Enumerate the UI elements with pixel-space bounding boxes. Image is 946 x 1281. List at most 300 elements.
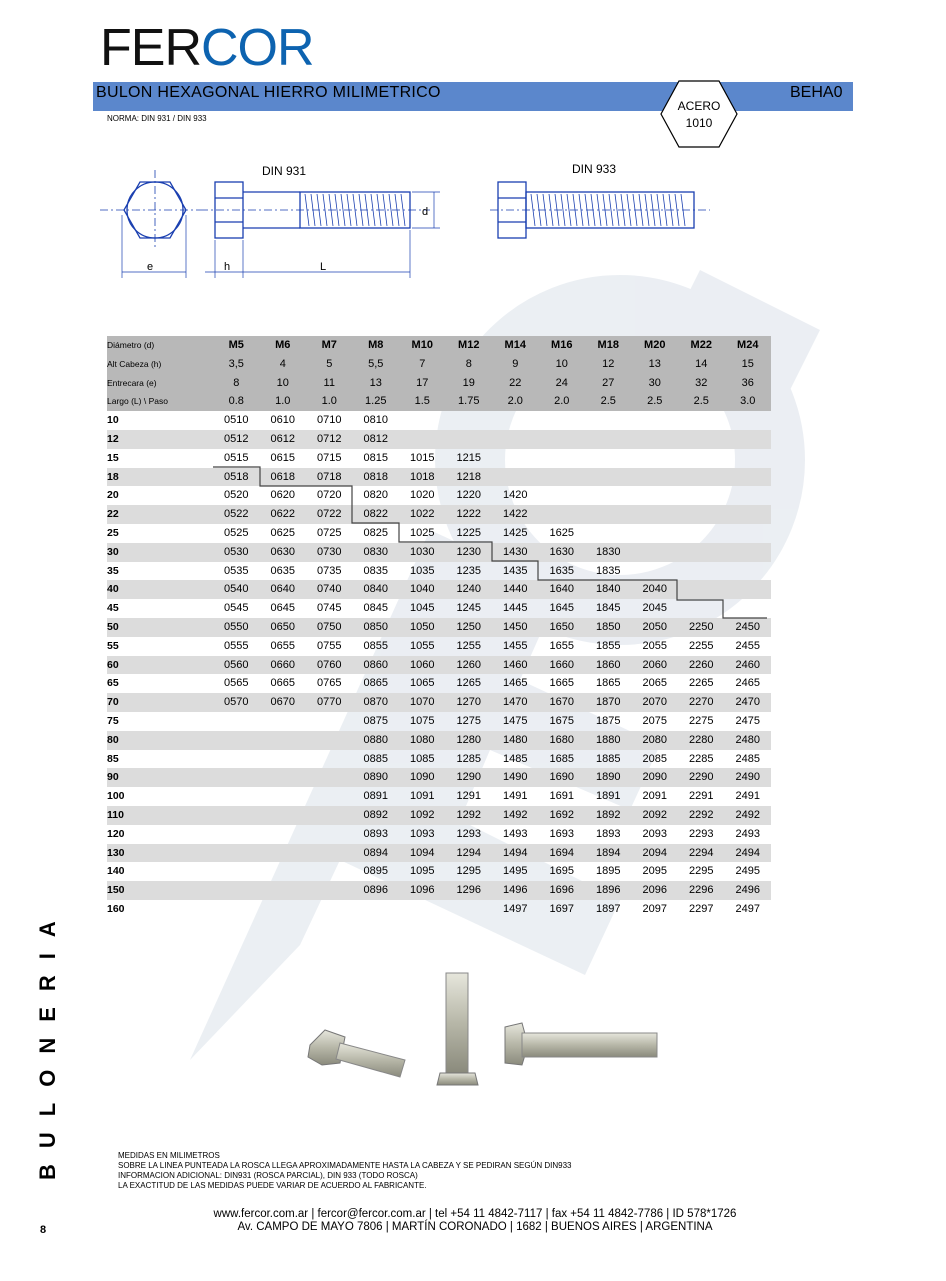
header-label: Alt Cabeza (h) [107,355,213,374]
dim-h-label: h [224,261,231,273]
code-cell: 2092 [632,806,679,825]
code-cell [632,486,679,505]
code-cell: 2450 [725,618,772,637]
code-cell [306,881,353,900]
code-cell: 0896 [353,881,400,900]
code-cell: 0865 [363,677,388,690]
code-cell: 1040 [399,580,446,599]
code-cell: 1085 [410,752,435,765]
length-label: 50 [107,618,213,637]
header-cell: 13 [353,374,400,393]
table-row [107,637,771,656]
table-row [107,768,771,787]
table-header-row [107,355,771,374]
code-cell: 0760 [306,656,353,675]
header-cell: M16 [539,336,586,355]
code-cell: 1291 [456,790,481,803]
code-cell [678,468,725,487]
code-cell [539,411,586,430]
logo-text-part1: FER [100,19,201,77]
table-row [107,693,771,712]
code-cell [632,524,679,543]
code-cell: 1870 [585,693,632,712]
code-cell: 2040 [632,580,679,599]
code-cell [213,750,260,769]
code-cell: 0510 [224,414,249,427]
code-cell: 1094 [399,844,446,863]
table-row [107,674,771,693]
code-cell: 2495 [735,865,760,878]
code-cell: 1075 [410,714,435,727]
code-cell: 2080 [632,731,679,750]
code-cell: 0618 [260,468,307,487]
code-cell: 1855 [596,639,621,652]
code-cell [213,712,260,731]
code-cell: 1295 [456,865,481,878]
code-cell: 0570 [213,693,260,712]
header-cell: 32 [678,374,725,393]
code-cell: 2491 [735,790,760,803]
code-cell [539,430,586,449]
code-cell: 0710 [317,414,342,427]
code-cell: 0622 [260,505,307,524]
header-cell: 17 [399,374,446,393]
code-cell [725,430,772,449]
code-cell: 0835 [363,564,388,577]
code-cell: 0891 [363,790,388,803]
code-cell: 1250 [446,618,493,637]
code-cell: 1090 [399,768,446,787]
header-cell: M12 [446,336,493,355]
code-cell: 2250 [678,618,725,637]
header-cell: 2.0 [539,392,586,411]
code-cell [678,486,725,505]
header-cell: 15 [725,355,772,374]
header-cell: 27 [585,374,632,393]
code-cell [213,844,260,863]
footer-contact: www.fercor.com.ar | fercor@fercor.com.ar | tel +54 11 4842-7117 | fax +54 11 4842-7786 | ID 578*1726 [213,1208,737,1220]
table-header-row [107,336,771,355]
code-cell [306,712,353,731]
code-cell: 0830 [353,543,400,562]
code-cell: 1894 [585,844,632,863]
table-header-row [107,374,771,393]
code-cell: 1692 [539,806,586,825]
code-cell [725,505,772,524]
code-cell: 2091 [642,790,667,803]
code-cell: 0722 [306,505,353,524]
length-label: 20 [107,489,119,502]
code-cell: 1665 [549,677,574,690]
code-cell: 0855 [363,639,388,652]
code-cell [632,468,679,487]
code-cell: 2085 [642,752,667,765]
length-label: 55 [107,639,119,652]
code-cell: 1422 [492,505,539,524]
code-cell: 2060 [632,656,679,675]
code-cell [585,524,632,543]
table-row [107,468,771,487]
table-row [107,731,771,750]
code-cell [539,468,586,487]
code-cell: 1060 [399,656,446,675]
code-cell: 1493 [503,827,528,840]
code-cell: 2296 [678,881,725,900]
code-cell: 1022 [399,505,446,524]
code-cell [725,411,772,430]
code-cell [539,449,586,468]
code-cell: 1092 [399,806,446,825]
code-cell [725,486,772,505]
header-cell: M14 [492,336,539,355]
code-cell [260,844,307,863]
header-cell: 12 [585,355,632,374]
code-cell: 1655 [549,639,574,652]
length-label: 25 [107,526,119,539]
table-row [107,618,771,637]
code-cell [678,430,725,449]
code-cell: 1465 [503,677,528,690]
dim-e-label: e [147,261,154,273]
code-cell [213,900,260,919]
code-cell: 2090 [632,768,679,787]
code-cell: 0812 [353,430,400,449]
header-cell: M8 [353,336,400,355]
code-cell: 0630 [260,543,307,562]
header-cell: 2.0 [492,392,539,411]
code-cell: 1895 [596,865,621,878]
code-cell [585,430,632,449]
code-cell: 1830 [585,543,632,562]
code-cell [539,505,586,524]
code-cell [585,505,632,524]
table-row [107,712,771,731]
code-cell: 1096 [399,881,446,900]
header-cell: 2.5 [678,392,725,411]
code-cell: 1835 [596,564,621,577]
header-cell: 19 [446,374,493,393]
code-cell: 0660 [260,656,307,675]
code-cell: 0518 [213,468,260,487]
material-line1: ACERO [677,99,721,113]
code-cell [306,844,353,863]
code-cell: 1695 [549,865,574,878]
length-label: 90 [107,768,213,787]
code-cell: 0612 [260,430,307,449]
code-cell [632,449,679,468]
code-cell: 1496 [492,881,539,900]
header-cell: M20 [632,336,679,355]
header-cell: 3.0 [725,392,772,411]
code-cell: 0893 [363,827,388,840]
code-cell [678,580,725,599]
header-cell: 8 [213,374,260,393]
header-cell: 36 [725,374,772,393]
table-row [107,430,771,449]
code-cell: 1225 [456,526,481,539]
code-cell: 2096 [632,881,679,900]
header-label: Entrecara (e) [107,374,213,393]
header-cell: 8 [446,355,493,374]
code-cell: 1850 [585,618,632,637]
code-cell: 0770 [306,693,353,712]
code-cell: 1470 [492,693,539,712]
code-cell: 1050 [399,618,446,637]
code-cell: 0560 [213,656,260,675]
header-cell: 3,5 [213,355,260,374]
code-cell: 0845 [363,602,388,615]
code-cell: 2297 [689,902,714,915]
header-cell: 5 [306,355,353,374]
code-cell: 1630 [539,543,586,562]
code-cell: 1860 [585,656,632,675]
code-cell [306,731,353,750]
code-cell: 2490 [725,768,772,787]
code-cell [260,825,307,844]
code-cell [306,825,353,844]
code-cell: 2475 [735,714,760,727]
code-cell: 0522 [213,505,260,524]
code-cell: 0530 [213,543,260,562]
header-cell: 13 [632,355,679,374]
code-cell: 1885 [596,752,621,765]
code-cell [678,411,725,430]
length-label: 45 [107,602,119,615]
table-row [107,806,771,825]
code-cell: 1091 [410,790,435,803]
code-cell: 1222 [446,505,493,524]
code-cell: 1691 [549,790,574,803]
header-cell: 1.75 [446,392,493,411]
code-cell: 1896 [585,881,632,900]
length-label: 10 [107,414,119,427]
code-cell: 2097 [642,902,667,915]
code-cell: 1296 [446,881,493,900]
note-line: LA EXACTITUD DE LAS MEDIDAS PUEDE VARIAR DE ACUERDO AL FABRICANTE. [118,1181,427,1190]
table-row [107,562,771,581]
code-cell [492,411,539,430]
length-label: 60 [107,656,213,675]
table-row [107,844,771,863]
code-cell: 0715 [317,451,342,464]
note-line: MEDIDAS EN MILIMETROS [118,1151,220,1160]
table-row [107,599,771,618]
code-cell: 1460 [492,656,539,675]
code-cell [306,862,353,881]
material-label [660,98,738,132]
code-cell: 1035 [410,564,435,577]
header-cell: 24 [539,374,586,393]
table-row [107,486,771,505]
header-cell: 10 [260,374,307,393]
code-cell: 2494 [725,844,772,863]
code-cell: 2293 [689,827,714,840]
header-cell: M6 [260,336,307,355]
code-cell: 1880 [585,731,632,750]
footer [150,1208,800,1234]
code-cell [492,430,539,449]
code-cell: 1218 [446,468,493,487]
code-cell: 0894 [353,844,400,863]
code-cell: 0720 [317,489,342,502]
code-cell: 1865 [596,677,621,690]
code-cell: 1230 [446,543,493,562]
bolt-size-table [107,336,771,919]
length-label: 140 [107,865,125,878]
code-cell: 1495 [503,865,528,878]
code-cell [306,900,353,919]
code-cell [213,768,260,787]
length-label: 120 [107,827,125,840]
code-cell: 2260 [678,656,725,675]
length-label: 85 [107,752,119,765]
code-cell [399,900,446,919]
bolt-photo-1 [308,1030,405,1077]
header-cell: 5,5 [353,355,400,374]
code-cell: 2291 [689,790,714,803]
code-cell: 0718 [306,468,353,487]
code-cell: 1080 [399,731,446,750]
code-cell: 0875 [363,714,388,727]
code-cell [585,486,632,505]
dim-L-label: L [320,261,327,273]
code-cell: 0735 [317,564,342,577]
table-row [107,750,771,769]
code-cell: 1055 [410,639,435,652]
code-cell [632,430,679,449]
code-cell: 1285 [456,752,481,765]
code-cell: 1018 [399,468,446,487]
code-cell: 0822 [353,505,400,524]
code-cell: 1694 [539,844,586,863]
code-cell: 2470 [725,693,772,712]
code-cell: 0515 [224,451,249,464]
table-row [107,543,771,562]
header-cell: 10 [539,355,586,374]
header-cell: 0.8 [213,392,260,411]
code-cell: 2275 [689,714,714,727]
fercor-logo [100,19,314,77]
code-cell [725,524,772,543]
code-cell: 0725 [317,526,342,539]
table-row [107,862,771,881]
code-cell: 2485 [735,752,760,765]
code-cell: 1292 [446,806,493,825]
header-label: Largo (L) \ Paso [107,392,213,411]
code-cell: 0818 [353,468,400,487]
code-cell: 0810 [363,414,388,427]
code-cell [213,825,260,844]
code-cell: 2480 [725,731,772,750]
length-label: 22 [107,505,213,524]
code-cell: 2497 [735,902,760,915]
code-cell: 1245 [456,602,481,615]
page-title: BULON HEXAGONAL HIERRO MILIMETRICO [96,84,441,101]
code-cell [539,486,586,505]
code-cell: 2455 [735,639,760,652]
header-cell: M22 [678,336,725,355]
header-cell: M5 [213,336,260,355]
code-cell: 2496 [725,881,772,900]
code-cell: 1697 [549,902,574,915]
code-cell: 2070 [632,693,679,712]
code-cell: 1065 [410,677,435,690]
code-cell: 0620 [270,489,295,502]
code-cell: 2295 [689,865,714,878]
code-cell: 0730 [306,543,353,562]
header-cell: 1.25 [353,392,400,411]
header-cell: 1.0 [306,392,353,411]
code-cell [632,562,679,581]
code-cell: 1893 [596,827,621,840]
code-cell: 0540 [213,580,260,599]
code-cell: 1015 [410,451,435,464]
length-label: 160 [107,902,125,915]
code-cell [492,449,539,468]
table-row [107,787,771,806]
code-cell: 1294 [446,844,493,863]
code-cell [678,599,725,618]
header-cell: 30 [632,374,679,393]
code-cell: 1260 [446,656,493,675]
code-cell: 1897 [596,902,621,915]
header-cell: M7 [306,336,353,355]
code-cell: 0850 [353,618,400,637]
code-cell [725,543,772,562]
code-cell: 0550 [213,618,260,637]
code-cell: 2292 [678,806,725,825]
code-cell [585,449,632,468]
code-cell [725,580,772,599]
code-cell [353,900,400,919]
code-cell: 0815 [363,451,388,464]
code-cell [725,599,772,618]
code-cell [213,806,260,825]
code-cell: 2093 [642,827,667,840]
table-row [107,449,771,468]
code-cell [260,731,307,750]
code-cell: 0765 [317,677,342,690]
code-cell [446,900,493,919]
code-cell: 1293 [456,827,481,840]
code-cell: 1425 [503,526,528,539]
code-cell: 1675 [549,714,574,727]
table-header-row [107,392,771,411]
code-cell [260,862,307,881]
bolt-technical-drawing [100,160,720,280]
header-label: Diámetro (d) [107,336,213,355]
table-row [107,900,771,919]
code-cell: 1892 [585,806,632,825]
code-cell: 1290 [446,768,493,787]
code-cell [632,505,679,524]
code-cell: 0512 [213,430,260,449]
code-cell: 0665 [270,677,295,690]
code-cell: 2492 [725,806,772,825]
code-cell [213,862,260,881]
code-cell: 0565 [224,677,249,690]
material-line2: 1010 [685,116,713,130]
code-cell: 1265 [456,677,481,690]
code-cell: 1685 [549,752,574,765]
code-cell [678,505,725,524]
length-label: 40 [107,580,213,599]
code-cell [260,750,307,769]
code-cell [585,468,632,487]
code-cell: 1093 [410,827,435,840]
code-cell [306,750,353,769]
code-cell: 2294 [678,844,725,863]
